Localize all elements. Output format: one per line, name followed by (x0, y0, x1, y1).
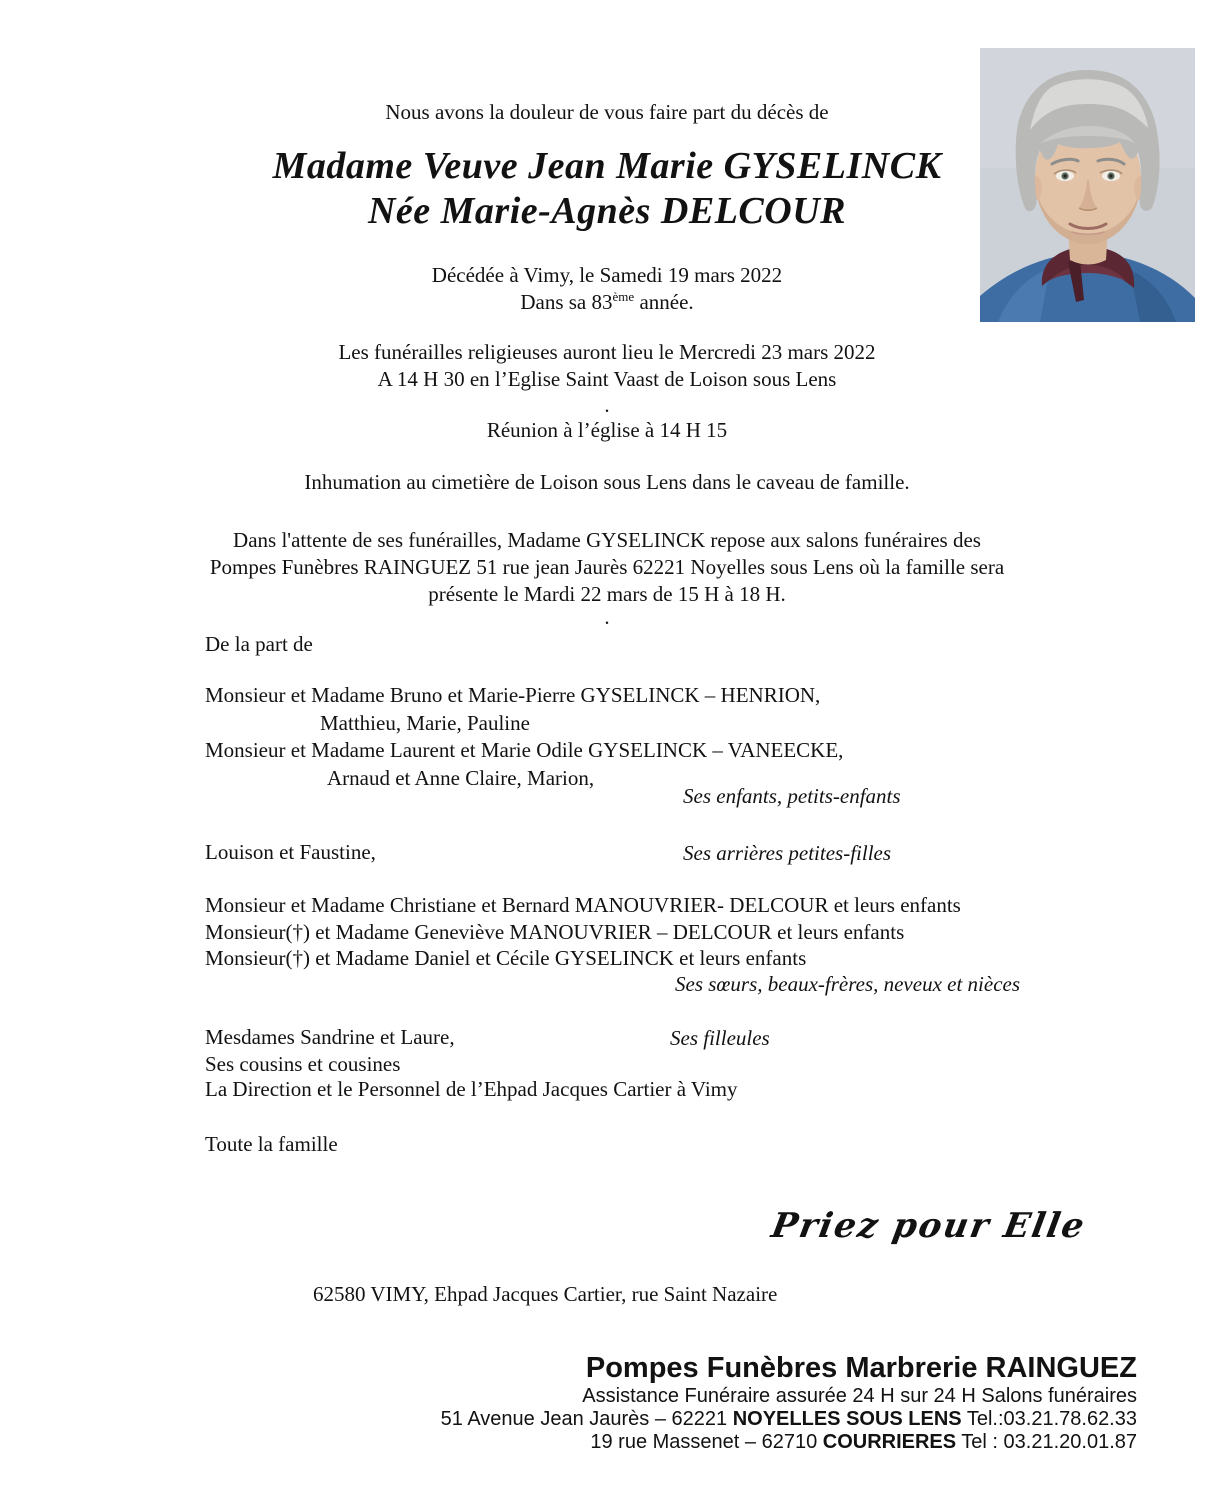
family-children-list (205, 682, 1154, 792)
repose-line2: Pompes Funèbres RAINGUEZ 51 rue jean Jaurès 62221 Noyelles sous Lens où la famille sera (209, 555, 1005, 579)
goddaughters: Mesdames Sandrine et Laure, (205, 1025, 455, 1049)
family-line: Monsieur(†) et Madame Daniel et Cécile GYSELINCK et leurs enfants (205, 946, 807, 970)
intro-text: Nous avons la douleur de vous faire part du décès de (385, 100, 829, 124)
deceased-address: 62580 VIMY, Ehpad Jacques Cartier, rue Saint Nazaire (313, 1282, 778, 1306)
relation-label-siblings: Ses sœurs, beaux-frères, neveux et nièces (675, 972, 1021, 996)
funeral-home-office1 (300, 1408, 1137, 1431)
repose-line3: présente le Mardi 22 mars de 15 H à 18 H. (428, 582, 786, 606)
whole-family: Toute la famille (205, 1132, 338, 1156)
funeral-line1: Les funérailles religieuses auront lieu le Mercredi 23 mars 2022 (338, 340, 876, 364)
office2-address: 19 rue Massenet – 62710 (590, 1431, 823, 1453)
on-behalf-label: De la part de (205, 632, 313, 656)
age-superscript: ème (612, 289, 635, 304)
death-age (40, 289, 1174, 316)
death-place-date: Décédée à Vimy, le Samedi 19 mars 2022 (431, 263, 783, 287)
deceased-name (40, 144, 1174, 234)
burial-info: Inhumation au cimetière de Loison sous Lens dans le caveau de famille. (304, 470, 910, 494)
funeral-info (40, 339, 1174, 393)
funeral-line2: A 14 H 30 en l’Eglise Saint Vaast de Loison sous Lens (377, 367, 837, 391)
office2-city: COURRIERES (822, 1431, 957, 1453)
relation-label-children: Ses enfants, petits-enfants (683, 784, 901, 808)
repose-line1: Dans l'attente de ses funérailles, Madame GYSELINCK repose aux salons funéraires des (233, 528, 981, 552)
family-line: Monsieur(†) et Madame Geneviève MANOUVRIER – DELCOUR et leurs enfants (205, 919, 905, 944)
separator-dot-1: . (604, 393, 610, 417)
great-granddaughters: Louison et Faustine, (205, 840, 376, 864)
office1-phone: Tel.:03.21.78.62.33 (961, 1408, 1137, 1430)
office1-address: 51 Avenue Jean Jaurès – 62221 (440, 1408, 733, 1430)
family-line: Matthieu, Marie, Pauline (320, 710, 530, 735)
family-line: Arnaud et Anne Claire, Marion, (327, 765, 595, 790)
church-meeting: Réunion à l’église à 14 H 15 (486, 418, 728, 442)
death-info (40, 262, 1174, 316)
family-line: Monsieur et Madame Christiane et Bernard MANOUVRIER- DELCOUR et leurs enfants (205, 893, 961, 917)
prayer-script: Priez pour Elle (768, 1206, 1090, 1246)
relation-label-goddaughters: Ses filleules (670, 1026, 770, 1050)
family-line: Monsieur et Madame Bruno et Marie-Pierre GYSELINCK – HENRION, (205, 683, 821, 707)
office1-city: NOYELLES SOUS LENS (732, 1408, 962, 1430)
funeral-home-office2 (300, 1431, 1137, 1454)
age-pre: Dans sa 83 (520, 290, 613, 314)
family-line: Monsieur et Madame Laurent et Marie Odile GYSELINCK – VANEECKE, (205, 738, 844, 762)
funeral-home-subtitle: Assistance Funéraire assurée 24 H sur 24 H Salons funéraires (582, 1385, 1137, 1407)
relation-label-great-granddaughters: Ses arrières petites-filles (683, 841, 892, 865)
office2-phone: Tel : 03.21.20.01.87 (956, 1431, 1137, 1453)
family-siblings-list (205, 892, 1154, 972)
age-post: année. (634, 290, 694, 314)
funeral-home-name: Pompes Funèbres Marbrerie RAINGUEZ (585, 1352, 1137, 1384)
deceased-name-line2: Née Marie-Agnès DELCOUR (367, 190, 847, 232)
deceased-name-line1: Madame Veuve Jean Marie GYSELINCK (272, 145, 942, 187)
repose-info (40, 527, 1174, 608)
separator-dot-2: . (604, 605, 610, 629)
funeral-home-footer (300, 1351, 1137, 1454)
cousins: Ses cousins et cousines (205, 1052, 401, 1076)
ehpad-staff: La Direction et le Personnel de l’Ehpad Jacques Cartier à Vimy (205, 1077, 738, 1101)
